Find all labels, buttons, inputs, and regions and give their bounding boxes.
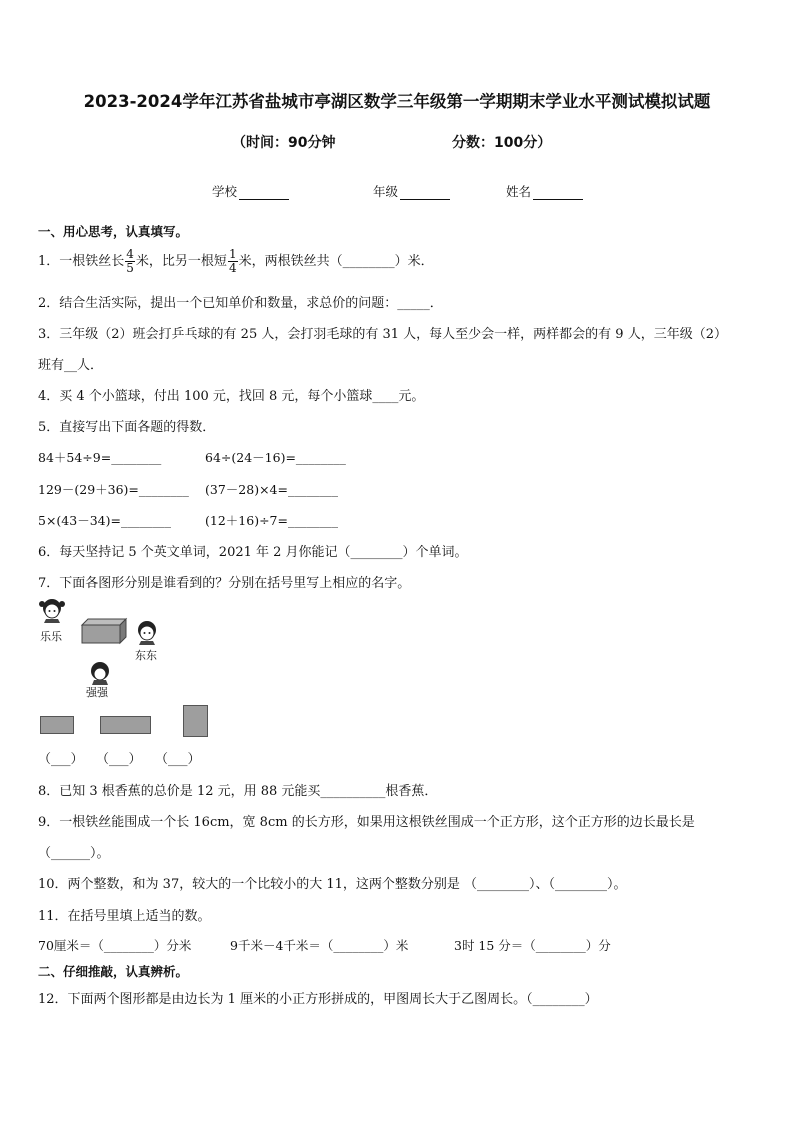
- cuboid-shape: [80, 617, 130, 645]
- exam-time: （时间：90分钟: [232, 135, 336, 151]
- question-2: 2．结合生活实际，提出一个已知单价和数量，求总价的问题：_____．: [38, 296, 443, 311]
- view-shape-2: [100, 716, 151, 734]
- school-label: 学校: [212, 184, 238, 199]
- answer-blank-3[interactable]: （___）: [155, 752, 201, 767]
- section-1-title: 一、用心思考，认真填写。: [38, 224, 189, 239]
- frac2-den: 4: [228, 261, 237, 275]
- exam-title: 2023-2024学年江苏省盐城市亭湖区数学三年级第一学期期末学业水平测试模拟试题: [83, 92, 711, 111]
- kid-name-qiangqiang: 强强: [86, 686, 108, 699]
- q1-suffix: 米，两根铁丝共（________）米．: [238, 254, 434, 269]
- view-shape-1: [40, 716, 74, 734]
- unit-item-3: 3时 15 分＝（________）分: [454, 938, 611, 953]
- fraction-4-5: [125, 248, 135, 275]
- kid-qiangqiang-icon: [88, 660, 114, 686]
- answer-blank-2[interactable]: （___）: [96, 752, 142, 767]
- kid-dongdong-icon: [133, 617, 163, 647]
- question-1: [38, 248, 434, 275]
- calc-item-6: (12＋16)÷7=________: [205, 513, 338, 528]
- frac2-num: 1: [228, 247, 237, 261]
- grade-label: 年级: [373, 184, 399, 199]
- unit-item-1: 70厘米＝（________）分米: [38, 938, 192, 953]
- school-field: [212, 182, 289, 200]
- question-12: 12．下面两个图形都是由边长为 1 厘米的小正方形拼成的，甲图周长大于乙图周长。（________）: [38, 992, 598, 1007]
- q1-prefix: 1．一根铁丝长: [38, 254, 125, 269]
- calc-item-5: 5×(43－34)=________: [38, 513, 171, 528]
- kid-name-dongdong: 东东: [135, 649, 157, 662]
- answer-blank-1[interactable]: （___）: [38, 752, 84, 767]
- unit-item-2: 9千米－4千米＝（________）米: [230, 938, 409, 953]
- section-2-title: 二、仔细推敲，认真辨析。: [38, 964, 189, 979]
- name-blank[interactable]: [533, 187, 583, 200]
- frac1-num: 4: [126, 247, 134, 261]
- question-3-line1: 3．三年级（2）班会打乒乓球的有 25 人，会打羽毛球的有 31 人，每人至少会一样，两样都会的有 9 人，三年级（2）: [38, 327, 727, 342]
- question-6: 6．每天坚持记 5 个英文单词，2021 年 2 月你能记（________）个单词。: [38, 545, 468, 560]
- kid-name-lele: 乐乐: [40, 630, 62, 643]
- name-field: [506, 182, 583, 200]
- frac1-den: 5: [126, 261, 134, 275]
- question-3-line2: 班有__人．: [38, 358, 104, 373]
- view-shape-3: [183, 705, 208, 737]
- calc-item-3: 129－(29＋36)=________: [38, 482, 189, 497]
- calc-item-1: 84＋54÷9=________: [38, 450, 162, 465]
- fraction-1-4: [228, 248, 238, 275]
- question-9-line2: （______）。: [38, 846, 110, 861]
- grade-blank[interactable]: [400, 187, 450, 200]
- calc-item-4: (37－28)×4=________: [205, 482, 338, 497]
- question-5: 5．直接写出下面各题的得数．: [38, 420, 216, 435]
- exam-score: 分数：100分）: [452, 135, 552, 151]
- question-4: 4．买 4 个小篮球，付出 100 元，找回 8 元，每个小篮球____元。: [38, 389, 425, 404]
- question-9-line1: 9．一根铁丝能围成一个长 16cm，宽 8cm 的长方形，如果用这根铁丝围成一个正方形，这个正方形的边长最长是: [38, 815, 695, 830]
- question-8: 8．已知 3 根香蕉的总价是 12 元，用 88 元能买__________根香蕉．: [38, 784, 438, 799]
- school-blank[interactable]: [239, 187, 289, 200]
- calc-item-2: 64÷(24－16)=________: [205, 450, 346, 465]
- grade-field: [373, 182, 450, 200]
- name-label: 姓名: [506, 184, 532, 199]
- q1-mid: 米，比另一根短: [135, 254, 227, 269]
- question-11: 11．在括号里填上适当的数。: [38, 909, 211, 924]
- question-7: 7．下面各图形分别是谁看到的？分别在括号里写上相应的名字。: [38, 576, 411, 591]
- question-10: 10．两个整数，和为 37，较大的一个比较小的大 11，这两个整数分别是 （________）、（________）。: [38, 877, 627, 892]
